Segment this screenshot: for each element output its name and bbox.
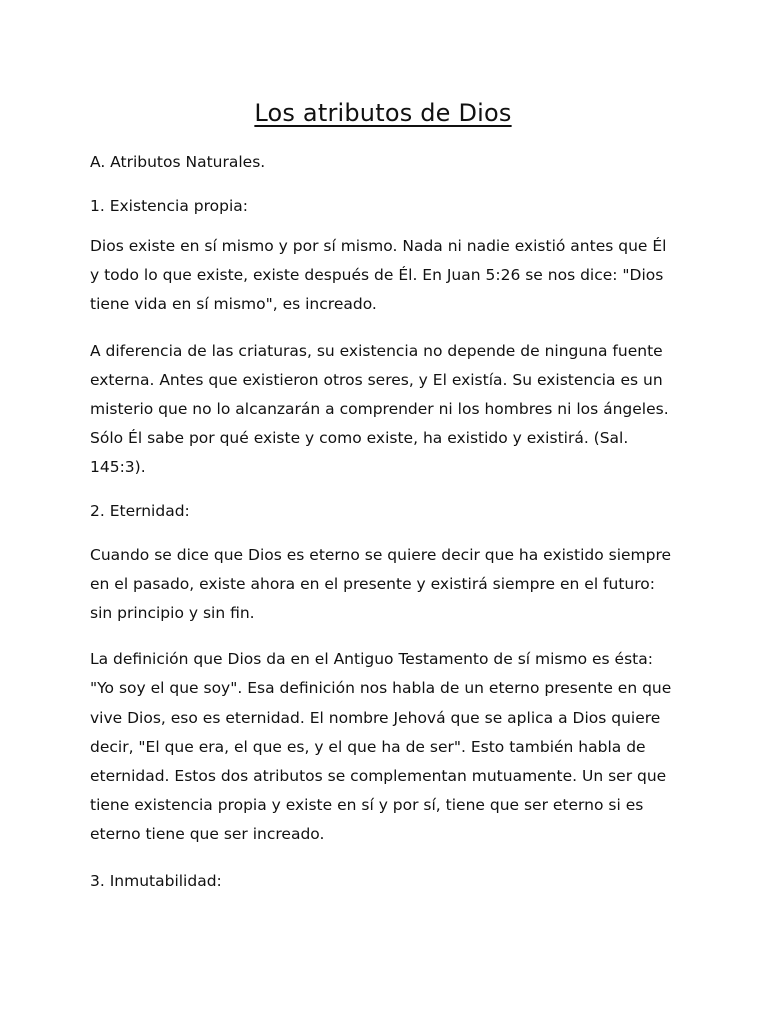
section-heading-natural-attributes: A. Atributos Naturales.: [90, 153, 266, 171]
section-heading-immutability: 3. Inmutabilidad:: [90, 871, 222, 890]
paragraph-self-existence-1: Dios existe en sí mismo y por sí mismo. Nada ni nadie existió antes que Él y todo lo que existe, existe después de Él. En Juan 5:26 se nos dice: "Dios tiene vida en sí mismo", es increado.: [90, 237, 667, 314]
document-title: Los atributos de Dios: [254, 99, 512, 127]
section-heading-self-existence: 1. Existencia propia:: [90, 197, 248, 215]
section-heading-eternity: 2. Eternidad:: [90, 501, 190, 520]
paragraph-eternity-2: La definición que Dios da en el Antiguo Testamento de sí mismo es ésta: "Yo soy el que soy". Esa definición nos habla de un eterno presente en que vive Dios, eso es eternidad. El nombre Jehová que se aplica a Dios quiere decir, "El que era, el que es, y el que ha de ser". Esto también habla de eternidad. Estos dos atributos se complementan mutuamente. Un ser que tiene existencia propia y existe en sí y por sí, tiene que ser eterno si es eterno tiene que ser increado.: [90, 650, 672, 844]
paragraph-eternity-1: Cuando se dice que Dios es eterno se quiere decir que ha existido siempre en el pasado, existe ahora en el presente y existirá siempre en el futuro: sin principio y sin fin.: [90, 545, 672, 623]
paragraph-self-existence-2: A diferencia de las criaturas, su existencia no depende de ninguna fuente externa. Antes que existieron otros seres, y El existía. Su existencia es un misterio que no lo alcanzarán a comprender ni los hombres ni los ángeles. Sólo Él sabe por qué existe y como existe, ha existido y existirá. (Sal. 145:3).: [90, 341, 669, 477]
